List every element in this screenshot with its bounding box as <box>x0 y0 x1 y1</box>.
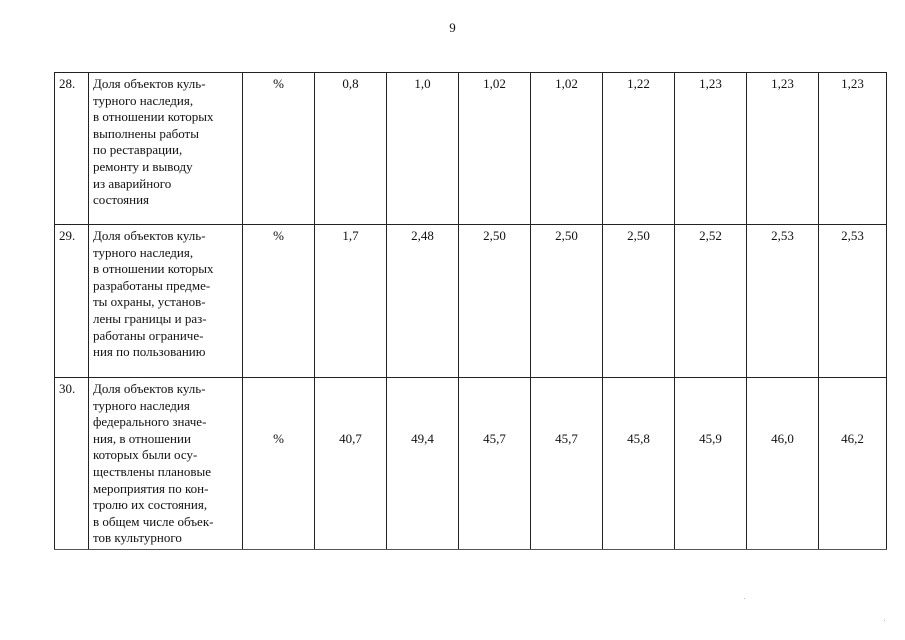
value-cell: 2,52 <box>675 225 747 378</box>
unit-cell: % <box>243 73 315 225</box>
value-cell: 45,8 <box>603 378 675 550</box>
value-cell: 1,23 <box>819 73 887 225</box>
table-row <box>55 225 887 378</box>
value-cell: 46,2 <box>819 378 887 550</box>
value-cell: 45,7 <box>531 378 603 550</box>
row-number: 30. <box>55 378 89 550</box>
value-cell: 1,7 <box>315 225 387 378</box>
value-cell: 45,7 <box>459 378 531 550</box>
indicator-name: Доля объектов куль- турного наследия, в отношении которых выполнены работы по реставрации, ремонту и выводу из аварийного состояния <box>89 73 243 225</box>
table-row <box>55 73 887 225</box>
value-cell: 2,53 <box>819 225 887 378</box>
value-cell: 46,0 <box>747 378 819 550</box>
value-cell: 1,0 <box>387 73 459 225</box>
indicator-name: Доля объектов куль- турного наследия, в отношении которых разработаны предме- ты охраны, установ- лены границы и раз- работаны ограниче- ния по пользованию <box>89 225 243 378</box>
page-number: 9 <box>449 20 456 35</box>
table-row <box>55 378 887 550</box>
value-cell: 2,53 <box>747 225 819 378</box>
unit-cell: % <box>243 378 315 550</box>
value-cell: 45,9 <box>675 378 747 550</box>
value-cell: 2,50 <box>603 225 675 378</box>
unit-cell: % <box>243 225 315 378</box>
value-cell: 40,7 <box>315 378 387 550</box>
value-cell: 1,23 <box>747 73 819 225</box>
row-number: 28. <box>55 73 89 225</box>
value-cell: 1,02 <box>459 73 531 225</box>
value-cell: 1,22 <box>603 73 675 225</box>
value-cell: 1,02 <box>531 73 603 225</box>
row-number: 29. <box>55 225 89 378</box>
value-cell: 2,48 <box>387 225 459 378</box>
scan-speck <box>744 598 745 599</box>
value-cell: 2,50 <box>531 225 603 378</box>
value-cell: 1,23 <box>675 73 747 225</box>
value-cell: 49,4 <box>387 378 459 550</box>
value-cell: 2,50 <box>459 225 531 378</box>
indicator-table <box>54 72 887 550</box>
value-cell: 0,8 <box>315 73 387 225</box>
scan-speck <box>884 620 885 621</box>
indicator-name: Доля объектов куль- турного наследия федерального значе- ния, в отношении которых были осу- ществлены плановые мероприятия по кон- тролю их состояния, в общем числе объек- тов культурного <box>89 378 243 550</box>
